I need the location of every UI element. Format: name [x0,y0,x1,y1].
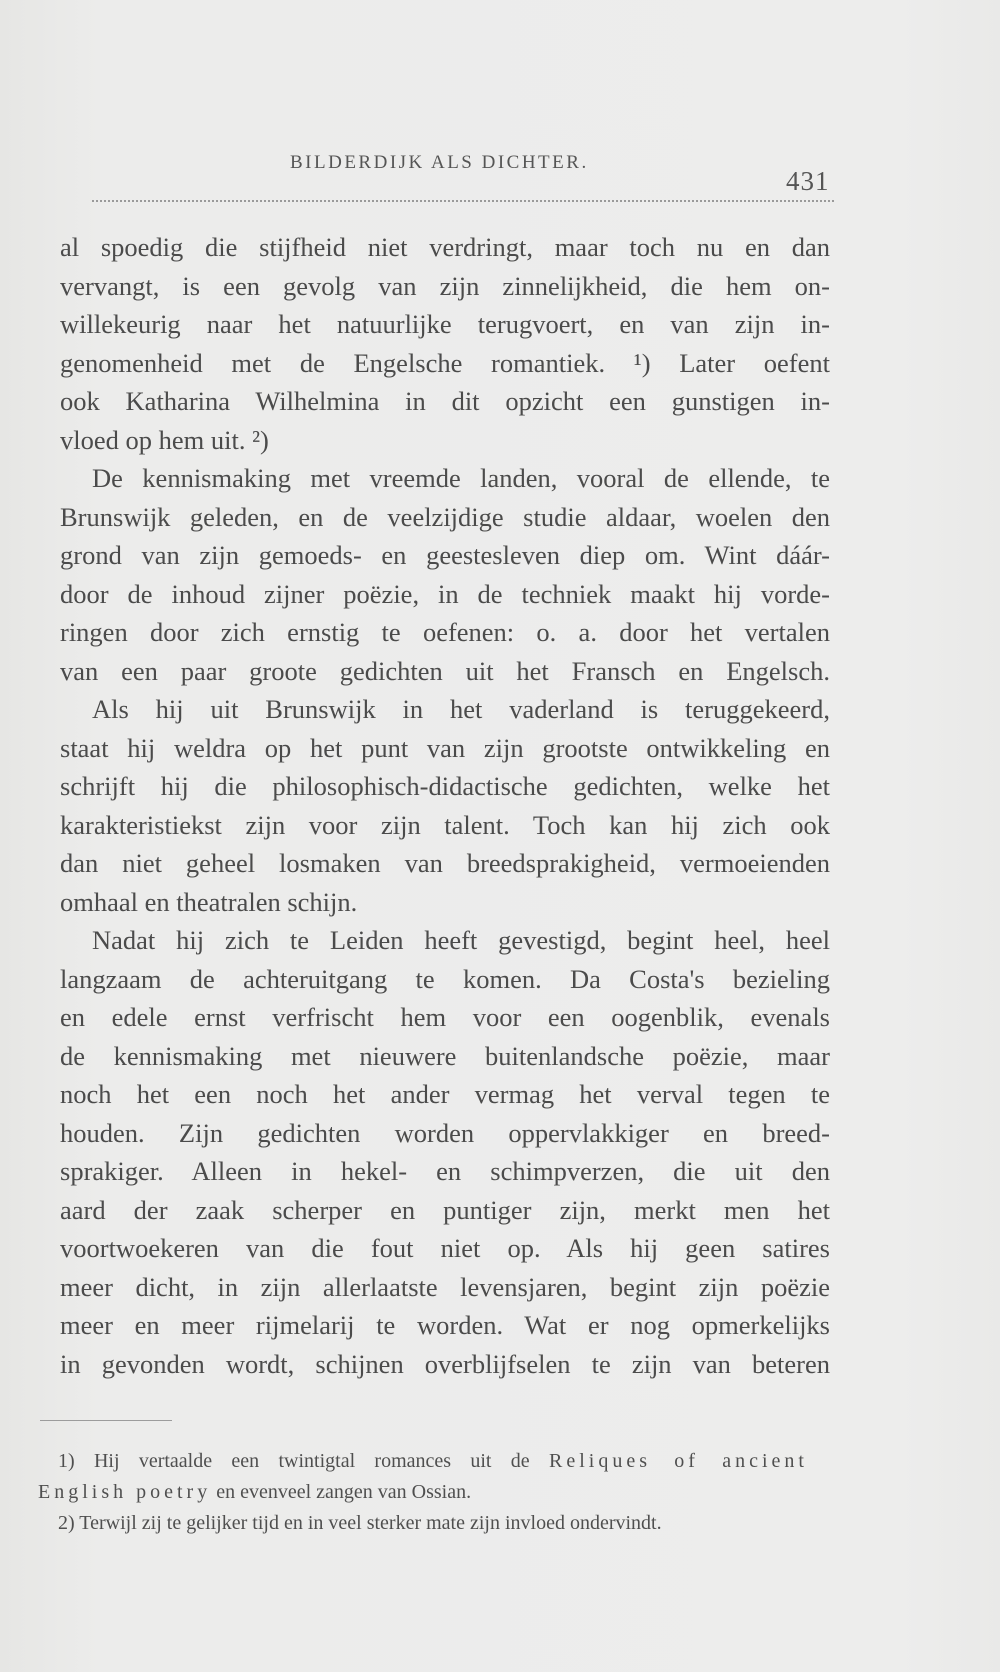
text-line: Brunswijk geleden, en de veelzijdige studie aldaar, woelen den [60,501,830,532]
footnotes [38,1446,808,1539]
text-line: omhaal en theatralen schijn. [60,886,358,917]
text-line: ook Katharina Wilhelmina in dit opzicht een gunstigen in- [60,386,830,416]
text-line: in gevonden wordt, schijnen overblijfselen te zijn van beteren [60,1348,830,1379]
footnote-1-text-cont: en evenveel zangen van Ossian. [216,1481,472,1503]
footnote-1-title-cont: English poetry [38,1481,212,1503]
footnote-2: 2) Terwijl zij te gelijker tijd en in veel sterker mate zijn invloed ondervindt. [58,1512,662,1534]
text-line: ringen door zich ernstig te oefenen: o. a. door het vertalen [60,617,830,647]
text-line: willekeurig naar het natuurlijke terugvoert, en van zijn in- [60,309,830,339]
text-line: vervangt, is een gevolg van zijn zinnelijkheid, die hem on- [60,270,830,301]
text-line: de kennismaking met nieuwere buitenlandsche poëzie, maar [60,1040,830,1071]
text-line: schrijft hij die philosophisch-didactische gedichten, welke het [60,771,830,801]
text-line: karakteristiekst zijn voor zijn talent. Toch kan hij zich ook [60,809,830,840]
text-line: Nadat hij zich te Leiden heeft gevestigd, begint heel, heel [92,925,830,955]
text-line: al spoedig die stijfheid niet verdringt, maar toch nu en dan [60,232,830,262]
main-text [60,228,830,1383]
text-line: meer en meer rijmelarij te worden. Wat er nog opmerkelijks [60,1310,830,1340]
text-line: sprakiger. Alleen in hekel- en schimpverzen, die uit den [60,1156,830,1186]
text-line: vloed op hem uit. ²) [60,424,269,455]
footnote-1-text: 1) Hij vertaalde een twintigtal romances uit de [58,1450,530,1472]
text-line: genomenheid met de Engelsche romantiek. ¹) Later oefent [60,347,830,378]
text-line: Als hij uit Brunswijk in het vaderland is teruggekeerd, [92,694,830,724]
header-rule [92,200,834,208]
footnote-1-continuation [38,1477,808,1508]
text-line: van een paar groote gedichten uit het Fransch en Engelsch. [60,655,830,686]
text-line: aard der zaak scherper en puntiger zijn, merkt men het [60,1194,830,1225]
text-line: houden. Zijn gedichten worden oppervlakkiger en breed- [60,1117,830,1148]
footnote-1-title: Reliques of ancient [548,1450,808,1472]
text-line: en edele ernst verfrischt hem voor een oogenblik, evenals [60,1002,830,1032]
text-line: grond van zijn gemoeds- en geestesleven diep om. Wint dáár- [60,540,830,570]
text-line: langzaam de achteruitgang te komen. Da Costa's bezieling [60,963,830,994]
text-line: noch het een noch het ander vermag het verval tegen te [60,1079,830,1109]
footnote-rule [40,1420,172,1421]
footnote-1 [38,1446,808,1477]
text-line: De kennismaking met vreemde landen, vooral de ellende, te [92,463,830,493]
text-line: dan niet geheel losmaken van breedsprakigheid, vermoeienden [60,848,830,878]
text-line: meer dicht, in zijn allerlaatste levensjaren, begint zijn poëzie [60,1271,830,1302]
running-title: BILDERDIJK ALS DICHTER. [290,152,589,173]
text-line: voortwoekeren van die fout niet op. Als hij geen satires [60,1233,830,1263]
text-line: door de inhoud zijner poëzie, in de techniek maakt hij vorde- [60,578,830,609]
text-line: staat hij weldra op het punt van zijn grootste ontwikkeling en [60,732,830,763]
page-number: 431 [786,166,830,196]
